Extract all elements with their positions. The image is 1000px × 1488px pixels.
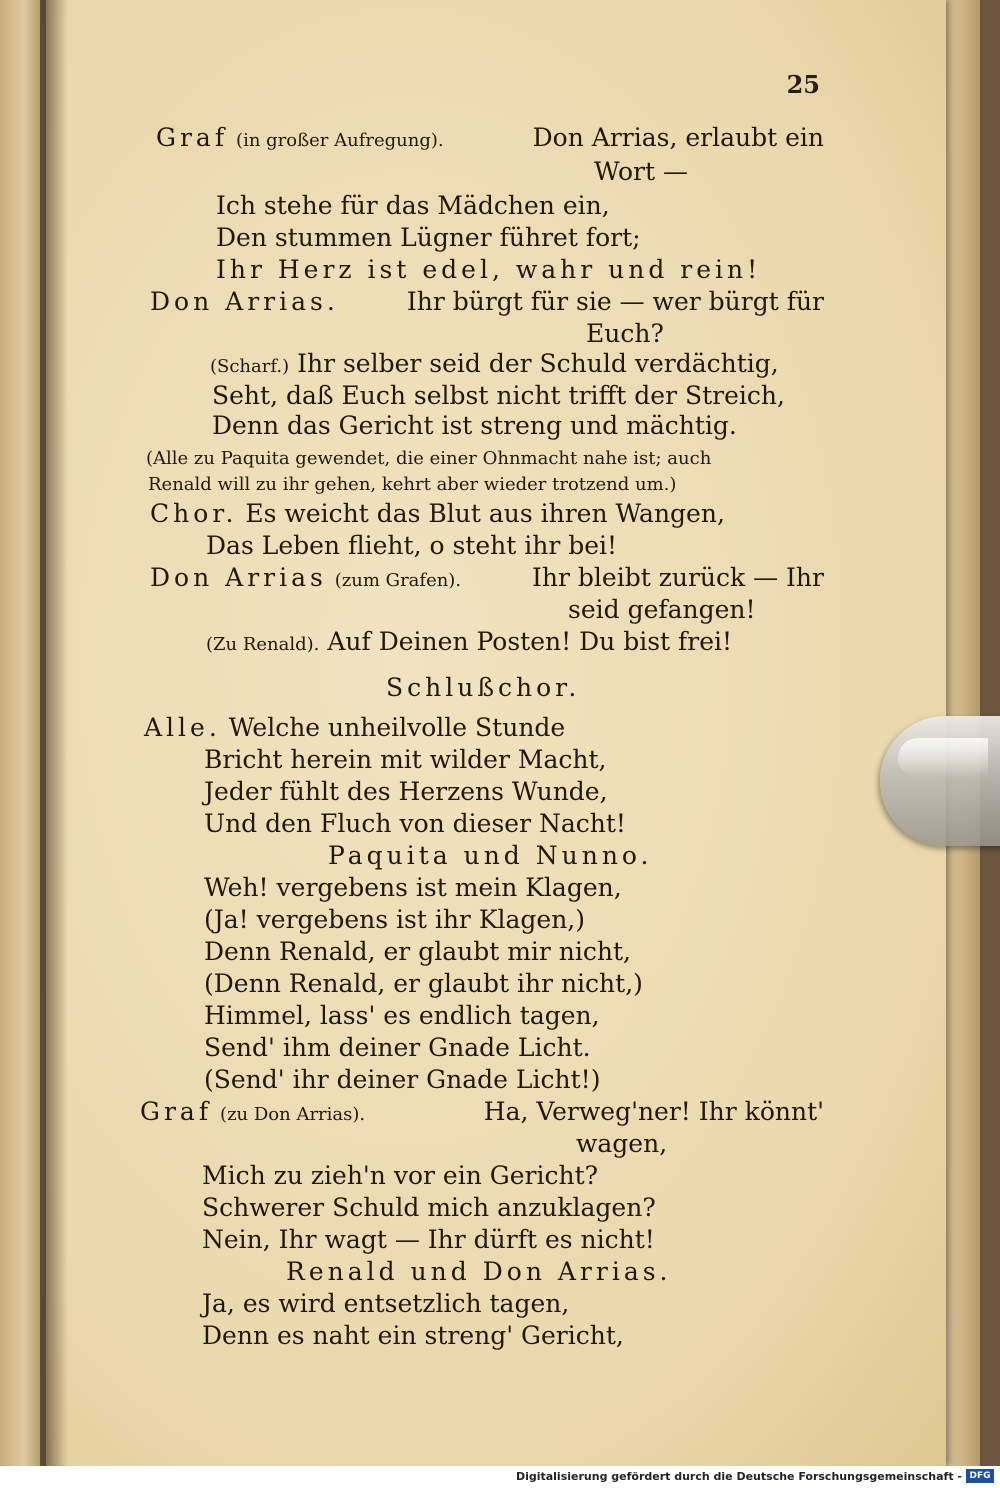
text-line xyxy=(144,712,565,744)
verse-text: Ihr bleibt zurück — Ihr xyxy=(532,563,824,592)
text-line xyxy=(140,1096,824,1131)
text-line: Nein, Ihr wagt — Ihr dürft es nicht! xyxy=(202,1225,655,1254)
verse-text: Ihr bürgt für sie — wer bürgt für xyxy=(406,287,824,316)
verse-text: Ihr selber seid der Schuld verdächtig, xyxy=(297,349,779,378)
dfg-logo: DFG xyxy=(966,1469,994,1483)
text-line: Mich zu zieh'n vor ein Gericht? xyxy=(202,1161,599,1190)
glass-book-weight xyxy=(880,716,1000,846)
text-line: Euch? xyxy=(586,319,664,348)
text-line: Ihr Herz ist edel, wahr und rein! xyxy=(216,255,762,284)
speaker-heading: Renald und Don Arrias. xyxy=(286,1257,672,1286)
text-line xyxy=(210,348,779,383)
text-line: Bricht herein mit wilder Macht, xyxy=(204,745,607,774)
text-line xyxy=(206,626,732,661)
text-line: seid gefangen! xyxy=(568,595,756,624)
text-line: Seht, daß Euch selbst nicht trifft der Streich, xyxy=(212,381,785,410)
section-heading: Schlußchor. xyxy=(386,673,581,702)
text-line: (Denn Renald, er glaubt ihr nicht,) xyxy=(204,969,643,998)
speaker-name: Graf xyxy=(156,123,229,152)
speaker-name: Chor. xyxy=(150,499,238,528)
text-line: (Ja! vergebens ist ihr Klagen,) xyxy=(204,905,586,934)
digitization-credit: Digitalisierung gefördert durch die Deutsche Forschungsgemeinschaft - xyxy=(515,1470,962,1483)
text-line xyxy=(150,286,824,318)
stage-direction: (Scharf.) xyxy=(210,356,290,377)
speaker-name: Graf xyxy=(140,1097,213,1126)
stage-direction: (Zu Renald). xyxy=(206,634,320,655)
stage-direction: (zum Grafen). xyxy=(334,570,462,591)
stage-direction: (zu Don Arrias). xyxy=(220,1104,366,1125)
page-number: 25 xyxy=(786,70,820,99)
text-line: (Send' ihr deiner Gnade Licht!) xyxy=(204,1065,601,1094)
text-line: Jeder fühlt des Herzens Wunde, xyxy=(204,777,608,806)
text-line: Weh! vergebens ist mein Klagen, xyxy=(204,873,622,902)
text-line: Send' ihm deiner Gnade Licht. xyxy=(204,1033,591,1062)
verse-text: Auf Deinen Posten! Du bist frei! xyxy=(327,627,733,656)
text-line: Und den Fluch von dieser Nacht! xyxy=(204,809,626,838)
stage-direction-line: Renald will zu ihr gehen, kehrt aber wieder trotzend um.) xyxy=(148,474,677,495)
speaker-name: Alle. xyxy=(144,713,221,742)
text-line xyxy=(150,562,824,597)
stage-direction-line: (Alle zu Paquita gewendet, die einer Ohnmacht nahe ist; auch xyxy=(146,448,712,469)
text-line xyxy=(156,122,824,157)
previous-page-edge xyxy=(0,0,40,1466)
text-line: Denn Renald, er glaubt mir nicht, xyxy=(204,937,631,966)
verse-text: Don Arrias, erlaubt ein xyxy=(532,123,824,152)
verse-text: Ha, Verweg'ner! Ihr könnt' xyxy=(483,1097,824,1126)
speaker-name: Don Arrias xyxy=(150,563,327,592)
verse-text: Welche unheilvolle Stunde xyxy=(228,713,566,742)
text-line: Den stummen Lügner führet fort; xyxy=(216,223,641,252)
stage-direction: (in großer Aufregung). xyxy=(236,130,444,151)
text-line: Wort — xyxy=(594,157,688,186)
verse-text: Es weicht das Blut aus ihren Wangen, xyxy=(245,499,725,528)
page-text xyxy=(46,0,946,1466)
text-line: wagen, xyxy=(576,1129,668,1158)
book-page xyxy=(46,0,946,1466)
text-line: Denn es naht ein streng' Gericht, xyxy=(202,1321,624,1350)
text-line xyxy=(150,498,725,530)
speaker-heading: Paquita und Nunno. xyxy=(328,841,653,870)
text-line: Himmel, lass' es endlich tagen, xyxy=(204,1001,600,1030)
text-line: Schwerer Schuld mich anzuklagen? xyxy=(202,1193,656,1222)
text-line: Denn das Gericht ist streng und mächtig. xyxy=(212,411,737,440)
speaker-name: Don Arrias. xyxy=(150,287,339,316)
text-line: Ja, es wird entsetzlich tagen, xyxy=(202,1289,570,1318)
text-line: Ich stehe für das Mädchen ein, xyxy=(216,191,610,220)
text-line: Das Leben flieht, o steht ihr bei! xyxy=(206,531,618,560)
